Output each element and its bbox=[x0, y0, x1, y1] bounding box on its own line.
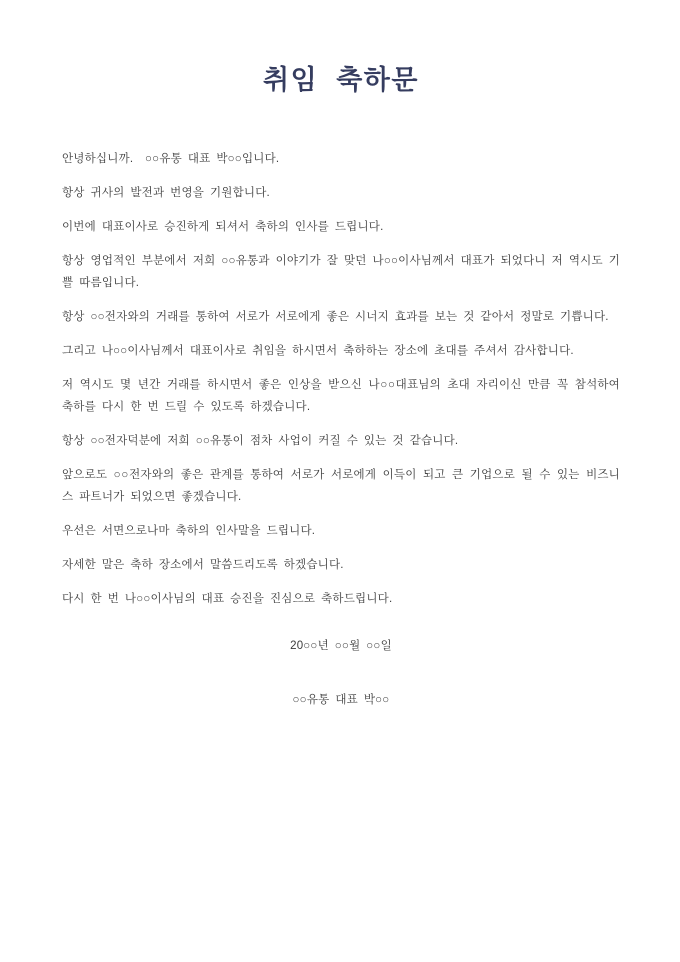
document-body bbox=[62, 148, 620, 610]
body-paragraph: 다시 한 번 나○○이사님의 대표 승진을 진심으로 축하드립니다. bbox=[62, 593, 393, 605]
body-paragraph: 항상 ○○전자덕분에 저희 ○○유통이 점차 사업이 커질 수 있는 것 같습니다. bbox=[62, 435, 459, 447]
body-paragraph: 이번에 대표이사로 승진하게 되셔서 축하의 인사를 드립니다. bbox=[62, 221, 384, 233]
body-paragraph: 우선은 서면으로나마 축하의 인사말을 드립니다. bbox=[62, 525, 316, 537]
signature-line: ○○유통 대표 박○○ bbox=[292, 694, 390, 706]
body-paragraph: 항상 귀사의 발전과 번영을 기원합니다. bbox=[62, 187, 270, 199]
date-line: 20○○년 ○○월 ○○일 bbox=[290, 640, 392, 652]
body-paragraph: 자세한 말은 축하 장소에서 말씀드리도록 하겠습니다. bbox=[62, 559, 344, 571]
page-title: 취임 축하문 bbox=[263, 65, 419, 95]
body-paragraph: 앞으로도 ○○전자와의 좋은 관계를 통하여 서로가 서로에게 이득이 되고 큰 기업으로 될 수 있는 비즈니스 파트너가 되었으면 좋겠습니다. bbox=[62, 469, 620, 503]
body-paragraph: 그리고 나○○이사님께서 대표이사로 취임을 하시면서 축하하는 장소에 초대를 주셔서 감사합니다. bbox=[62, 345, 574, 357]
body-paragraph: 저 역시도 몇 년간 거래를 하시면서 좋은 인상을 받으신 나○○대표님의 초대 자리이신 만큼 꼭 참석하여 축하를 다시 한 번 드릴 수 있도록 하겠습니다. bbox=[62, 379, 620, 413]
body-paragraph: 항상 영업적인 부분에서 저희 ○○유통과 이야기가 잘 맞던 나○○이사님께서 대표가 되었다니 저 역시도 기쁠 따름입니다. bbox=[62, 255, 620, 289]
body-paragraph: 항상 ○○전자와의 거래를 통하여 서로가 서로에게 좋은 시너지 효과를 보는 것 같아서 정말로 기쁩니다. bbox=[62, 311, 609, 323]
body-paragraph: 안녕하십니까. ○○유통 대표 박○○입니다. bbox=[62, 153, 280, 165]
